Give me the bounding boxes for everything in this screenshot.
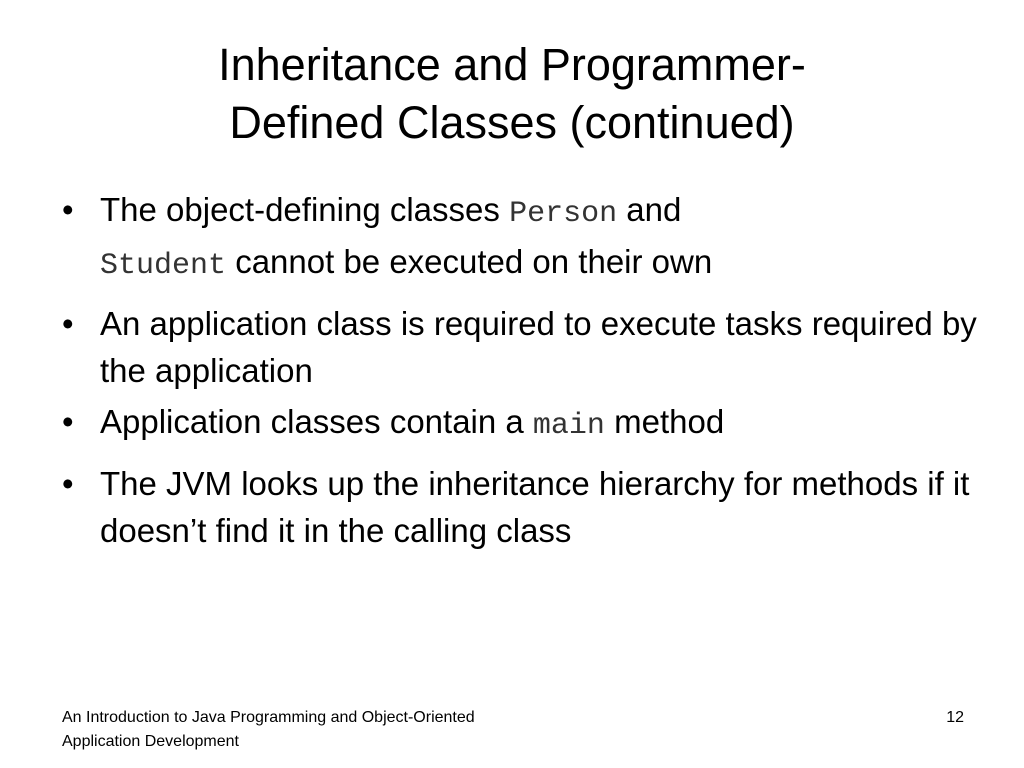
code-student: Student [100,249,227,283]
footer-line-1: An Introduction to Java Programming and Object-Oriented [62,709,475,726]
bullet-marker: • [62,305,74,342]
page-number: 12 [946,709,964,726]
footer-line-2: Application Development [62,733,239,750]
bullet-text: The JVM looks up the inheritance hierarchy for methods if it doesn’t find it in the calling class [100,465,970,549]
bullet-marker: • [62,191,74,228]
bullet-item [62,398,982,450]
slide-title-line-1: Inheritance and Programmer- [218,39,806,90]
bullet-marker: • [62,465,74,502]
bullet-list [62,186,982,564]
bullet-text: Application classes contain a [100,403,533,440]
bullet-text: cannot be executed on their own [226,243,713,280]
bullet-text: and [617,191,682,228]
footer-course-title [62,706,475,754]
bullet-item [62,300,982,394]
code-person: Person [509,197,618,231]
code-main: main [532,409,605,443]
bullet-text: method [604,403,725,440]
bullet-item [62,186,982,290]
bullet-item [62,460,982,554]
slide-title [60,36,964,152]
bullet-text: The object-defining classes [100,191,510,228]
bullet-text: An application class is required to execute tasks required by the application [100,305,977,389]
slide-title-line-2: Defined Classes (continued) [229,97,795,148]
bullet-marker: • [62,403,74,440]
